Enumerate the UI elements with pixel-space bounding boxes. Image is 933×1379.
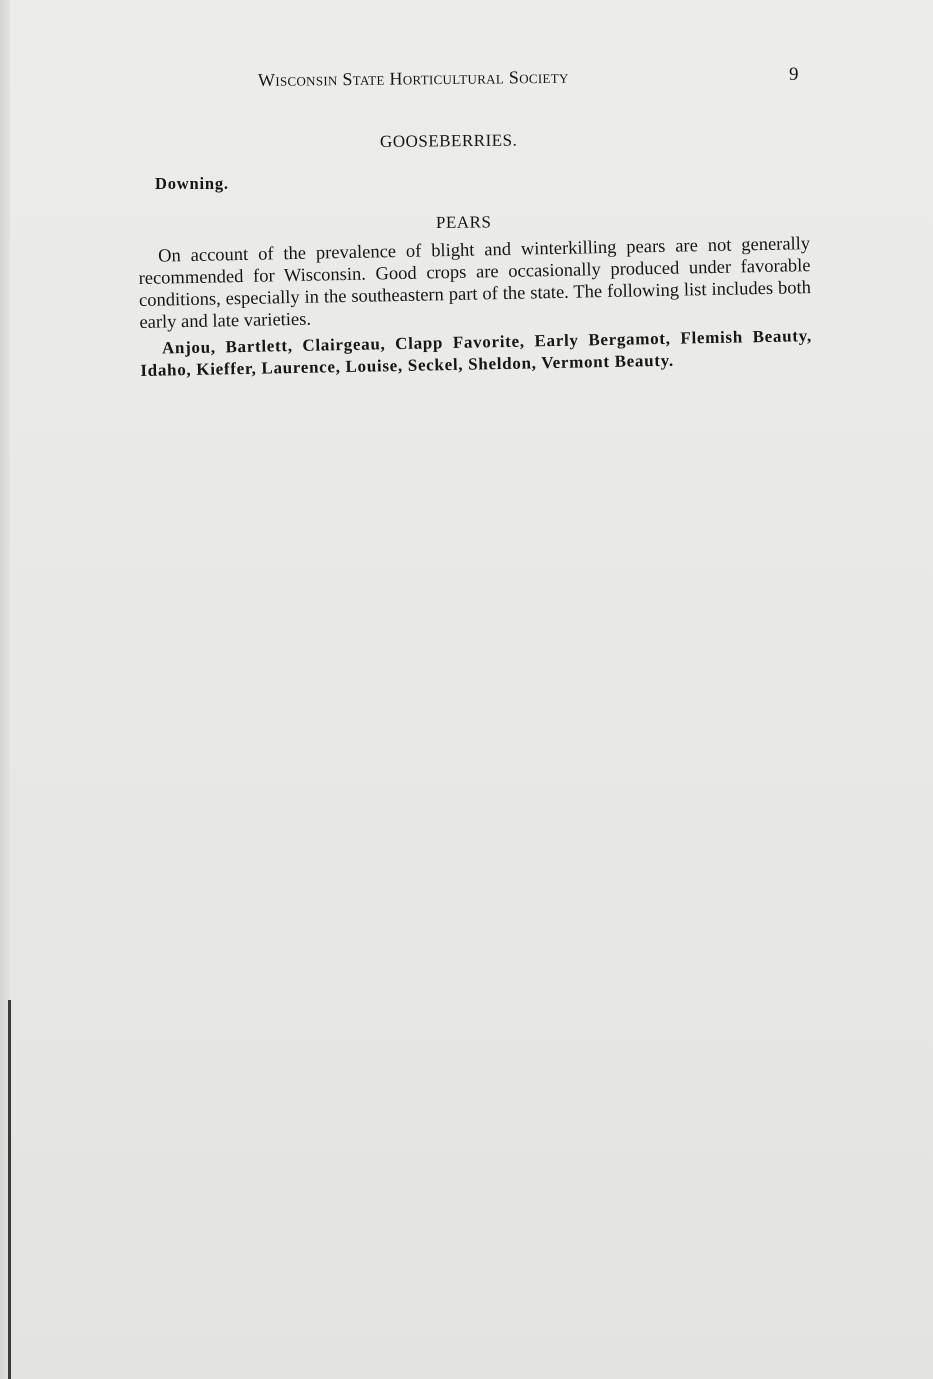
gooseberries-heading: GOOSEBERRIES. (379, 130, 518, 151)
page-number: 9 (789, 64, 799, 85)
pears-variety-list: Anjou, Bartlett, Clairgeau, Clapp Favorite, Early Bergamot, Flemish Beauty, Idaho, Kieffer, Laurence, Louise, Seckel, Sheldon, Vermont Beauty. (140, 326, 813, 380)
pears-paragraph: On account of the prevalence of blight and winterkilling pears are not generally recommended for Wisconsin. Good crops are occasionally produced under favorable conditions, especially in the southeastern part of the state. The following list includes both early and late varieties. (138, 234, 812, 333)
gooseberries-variety-list: Downing. (155, 174, 229, 193)
page-header (0, 60, 933, 92)
pears-heading: PEARS (435, 212, 492, 232)
running-head: Wisconsin State Horticultural Society (257, 66, 569, 90)
binding-shadow-line (8, 1000, 11, 1379)
pears-section-body (138, 233, 812, 382)
